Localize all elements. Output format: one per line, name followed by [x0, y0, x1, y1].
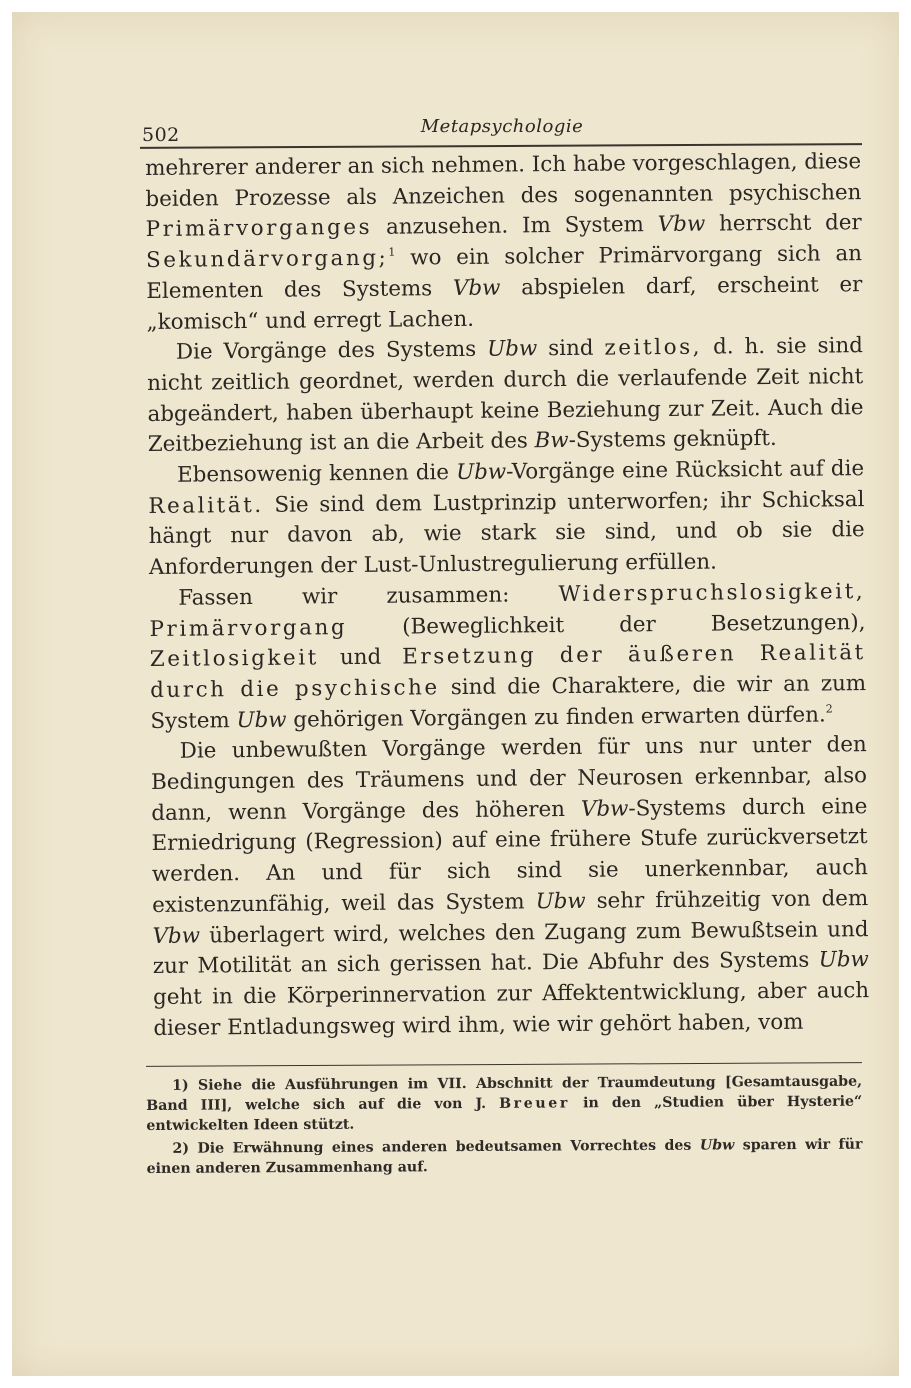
book-page [12, 12, 899, 1376]
text-run: geht in die Körperinnervation zur Affektentwicklung, aber auch dieser Entladungsweg wird ihm, wie wir gehört haben, vom [152, 978, 870, 1041]
footnote-marker: 2) [172, 1140, 190, 1157]
text-run: Siehe die Ausführungen im VII. Abschnitt der Traumdeutung [Gesamtausgabe, Band III], welche sich auf die von J. [146, 1073, 863, 1114]
paragraph-4 [149, 577, 866, 737]
italic-term-vbw: Vbw [657, 212, 706, 238]
text-run: überlagert wird, welches den Zugang zum Bewußtsein und zur Motilität an sich gerissen hat. Die Abfuhr des Systems [152, 916, 869, 980]
page-header [142, 116, 862, 146]
footnote-ref-1: 1 [388, 245, 396, 259]
text-run: (Beweglichkeit der Besetzungen), [347, 609, 866, 640]
footnote-1 [146, 1072, 862, 1136]
italic-term-bw: Bw [534, 428, 569, 454]
paragraph-2 [147, 331, 864, 461]
spaced-term-zeitlos: zeitlos, [604, 334, 703, 361]
text-run: Fassen wir zusammen: [178, 581, 559, 611]
italic-term-vbw: Vbw [452, 275, 501, 301]
text-run: -Systems durch eine Erniedrigung (Regression) auf eine frühere Stufe zurückversetzt werden. An und für sich sind sie unerkennbar, auch existenzunfähig, weil das System [151, 793, 869, 918]
text-run: Die Erwähnung eines anderen bedeutsamen Vorrechtes des [188, 1137, 700, 1157]
text-run: sehr frühzeitig von dem [585, 885, 869, 914]
text-run: Sie sind dem Lustprinzip unterworfen; ihr Schicksal hängt nur davon ab, wie stark sie sind, und ob sie die Anforderungen der Lust-Unlustregulierung erfüllen. [148, 486, 865, 581]
italic-term-ubw: Ubw [487, 336, 538, 362]
footnote-2 [146, 1135, 862, 1179]
text-run: anzusehen. Im System [372, 212, 658, 241]
footnote-ref-2: 2 [825, 702, 833, 716]
italic-term-ubw: Ubw [535, 888, 586, 915]
text-run: und [318, 644, 403, 671]
italic-term-ubw: Ubw [818, 947, 869, 973]
page-number: 502 [142, 124, 180, 146]
paragraph-1 [145, 147, 863, 338]
spaced-term-zeitlosigkeit: Zeitlosigkeit [149, 645, 320, 673]
text-run: -Vorgänge eine Rücksicht auf die [506, 456, 865, 485]
text-run: mehrerer anderer an sich nehmen. Ich habe vorgeschlagen, diese beiden Prozesse als Anzeichen des sogenannten psychischen [145, 149, 862, 212]
text-run: sind die Charaktere, die wir an zum System [150, 671, 867, 734]
text-run: Ebensowenig kennen die [176, 460, 457, 488]
spaced-name-breuer: Breuer [499, 1095, 571, 1112]
spaced-term-ersetzung: Ersetzung der äußeren Realität durch die psychische [150, 640, 866, 703]
text-run: Die unbewußten Vorgänge werden für uns nur unter den Bedingungen des Träumens und der Neurosen erkennbar, also dann, wenn Vorgänge des höheren [150, 732, 868, 826]
running-title: Metapsychologie [420, 116, 584, 137]
text-run: d. h. sie sind nicht zeitlich geordnet, werden durch die verlaufende Zeit nicht abgeändert, haben überhaupt keine Beziehung zur Zeit. Auch die Zeitbeziehung ist an die Arbeit des [147, 333, 864, 458]
body-text [145, 147, 870, 1044]
text-run: in den „Studien über Hysterie“ entwickelten Ideen stützt. [146, 1093, 863, 1134]
text-run: gehörigen Vorgängen zu finden erwarten dürfen. [286, 702, 826, 733]
text-run: wo ein solcher Primärvorgang sich an Elementen des Systems [146, 241, 863, 304]
paragraph-5 [151, 730, 870, 1044]
italic-term-ubw: Ubw [456, 459, 507, 486]
text-run: sparen wir für einen anderen Zusammenhang auf. [146, 1136, 863, 1177]
text-run: -Systems geknüpft. [568, 426, 777, 454]
footnotes [146, 1072, 863, 1182]
paragraph-3 [148, 454, 865, 584]
italic-term-ubw: Ubw [236, 707, 287, 733]
spaced-term-sekundaervorgang: Sekundärvorgang; [145, 245, 389, 274]
text-run: sind [537, 335, 605, 362]
footnote-rule [146, 1062, 862, 1067]
italic-term-vbw: Vbw [152, 923, 201, 949]
text-run: Die Vorgänge des Systems [175, 336, 488, 365]
spaced-term-primaervorganges: Primärvorganges [145, 215, 373, 243]
italic-term-ubw: Ubw [699, 1137, 735, 1154]
text-run: abspielen darf, erscheint er „komisch“ und erregt Lachen. [146, 271, 863, 335]
text-run: herrscht der [705, 210, 862, 238]
spaced-term-widerspruchslosigkeit: Widerspruchslosigkeit, Primärvorgang [149, 578, 866, 642]
italic-term-vbw: Vbw [580, 796, 629, 822]
spaced-term-realitaet: Realität. [148, 492, 264, 519]
footnote-marker: 1) [172, 1077, 189, 1094]
